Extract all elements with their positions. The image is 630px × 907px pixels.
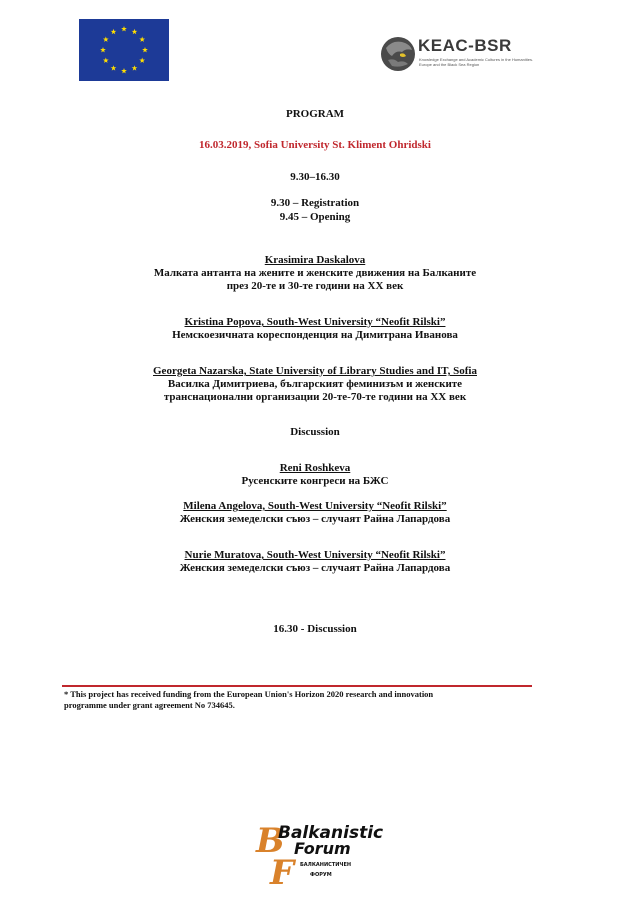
opening-item: 9.45 – Opening [279, 211, 351, 223]
eu-star [111, 29, 117, 34]
talk-3-speaker: Georgeta Nazarska, State University of Library Studies and IT, Sofia [153, 365, 477, 377]
talk-4-title: Русенските конгреси на БЖС [241, 475, 389, 487]
closing-discussion: 16.30 - Discussion [273, 623, 357, 635]
talk-5-speaker: Milena Angelova, South-West University “Neofit Rilski” [183, 500, 447, 512]
talk-5-title: Женския земеделски съюз – случаят Райна Лапардова [179, 513, 451, 525]
eu-star [121, 68, 127, 73]
balkanistic-forum-logo [248, 818, 388, 884]
registration-item: 9.30 – Registration [270, 197, 360, 209]
talk-1-title: Малката антанта на жените и женските движения на Балканите [153, 267, 477, 279]
talk-1-title: през 20-те и 30-те години на XX век [226, 280, 404, 292]
eu-star [103, 37, 109, 42]
program-date-venue: 16.03.2019, Sofia University St. Kliment Ohridski [199, 139, 431, 151]
talk-1-speaker: Krasimira Daskalova [264, 254, 366, 266]
svg-text:F: F [270, 853, 295, 884]
keac-bsr-logo [378, 30, 534, 76]
eu-star [111, 65, 117, 70]
globe-map-icon [378, 30, 418, 74]
eu-star [139, 37, 145, 42]
eu-star [103, 58, 109, 63]
bf-logo-line3: БАЛКАНИСТИЧЕН [300, 862, 352, 868]
talk-6-speaker: Nurie Muratova, South-West University “Neofit Rilski” [184, 549, 446, 561]
talk-4-speaker: Reni Roshkeva [279, 462, 351, 474]
bf-logo-line4: ФОРУМ [310, 872, 332, 878]
eu-star [139, 58, 145, 63]
eu-star [142, 47, 148, 52]
program-time-span: 9.30–16.30 [290, 171, 340, 183]
talk-6-title: Женския земеделски съюз – случаят Райна Лапардова [179, 562, 451, 574]
footnote-divider [62, 685, 532, 687]
eu-stars-circle [79, 19, 169, 81]
keac-logo-name: KEAC-BSR [418, 36, 512, 55]
eu-star [121, 26, 127, 31]
bf-logo-line2: Forum [294, 839, 351, 858]
eu-star [100, 47, 106, 52]
funding-footnote: * This project has received funding from the European Union's Horizon 2020 research and innovation programme under grant agreement No 734645. [64, 689, 434, 710]
program-heading: PROGRAM [285, 108, 345, 120]
eu-star [132, 29, 138, 34]
eu-star [132, 65, 138, 70]
discussion-item: Discussion [290, 426, 340, 438]
svg-text:B: B [256, 821, 285, 861]
talk-3-title: Василка Димитриева, българският феминизъм и женските [167, 378, 463, 390]
eu-flag-icon [79, 19, 169, 81]
talk-2-title: Немскоезичната кореспонденция на Димитрана Иванова [172, 329, 458, 341]
talk-3-title: транснационални организации 20-те-70-те години на XX век [163, 391, 467, 403]
talk-2-speaker: Kristina Popova, South-West University “Neofit Rilski” [184, 316, 446, 328]
keac-logo-subtitle: Knowledge Exchange and Academic Cultures in the Humanities. Europe and the Black Sea Region [419, 57, 534, 67]
bf-logo-line1: Balkanistic [278, 823, 384, 843]
